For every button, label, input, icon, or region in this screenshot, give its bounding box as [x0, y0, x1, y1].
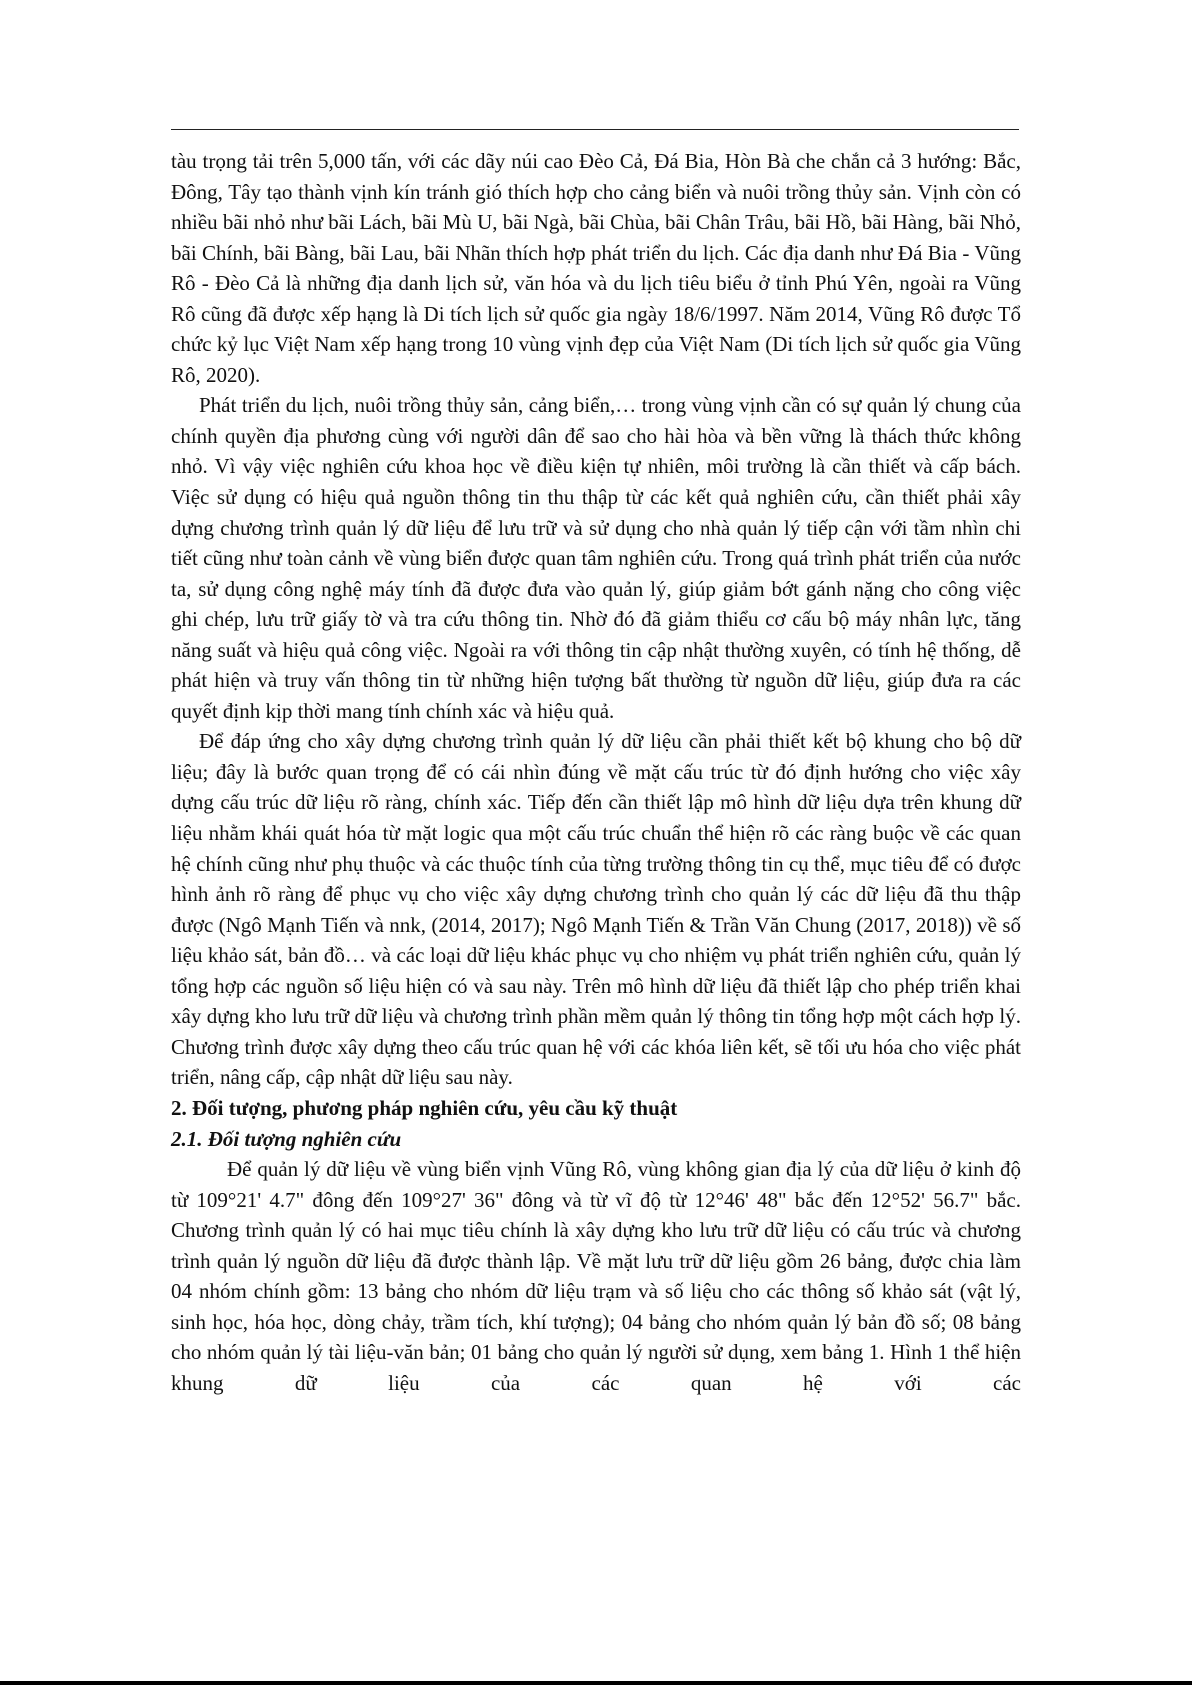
paragraph-continuation: tàu trọng tải trên 5,000 tấn, với các dãy núi cao Đèo Cả, Đá Bia, Hòn Bà che chắn cả 3 hướng: Bắc, Đông, Tây tạo thành vịnh kín tránh gió thích hợp cho cảng biển và nuôi trồng thủy sản. Vịnh còn có nhiều bãi nhỏ như bãi Lách, bãi Mù U, bãi Ngà, bãi Chùa, bãi Chân Trâu, bãi Hồ, bãi Hàng, bãi Nhỏ, bãi Chính, bãi Bàng, bãi Lau, bãi Nhãn thích hợp phát triển du lịch. Các địa danh như Đá Bia - Vũng Rô - Đèo Cả là những địa danh lịch sử, văn hóa và du lịch tiêu biểu ở tỉnh Phú Yên, ngoài ra Vũng Rô cũng đã được xếp hạng là Di tích lịch sử quốc gia ngày 18/6/1997. Năm 2014, Vũng Rô được Tổ chức kỷ lục Việt Nam xếp hạng trong 10 vùng vịnh đẹp của Việt Nam (Di tích lịch sử quốc gia Vũng Rô, 2020).	[171, 149, 1021, 387]
paragraph: Để quản lý dữ liệu về vùng biển vịnh Vũng Rô, vùng không gian địa lý của dữ liệu ở kinh độ từ 109°21' 4.7" đông đến 109°27' 36" đông và từ vĩ độ từ 12°46' 48" bắc đến 12°52' 56.7" bắc. Chương trình quản lý có hai mục tiêu chính là xây dựng kho lưu trữ dữ liệu có cấu trúc và chương trình quản lý nguồn dữ liệu đã được thành lập. Về mặt lưu trữ dữ liệu gồm 26 bảng, được chia làm 04 nhóm chính gồm: 13 bảng cho nhóm dữ liệu trạm và số liệu cho các thông số khảo sát (vật lý, sinh học, hóa học, dòng chảy, trầm tích, khí tượng); 04 bảng cho nhóm quản lý bản đồ số; 08 bảng cho nhóm quản lý tài liệu-văn bản; 01 bảng cho quản lý người sử dụng, xem bảng 1. Hình 1 thể hiện khung dữ liệu của các quan hệ với các	[171, 1157, 1021, 1395]
paragraph: Phát triển du lịch, nuôi trồng thủy sản, cảng biển,… trong vùng vịnh cần có sự quản lý chung của chính quyền địa phương cùng với người dân để sao cho hài hòa và bền vững là thách thức không nhỏ. Vì vậy việc nghiên cứu khoa học về điều kiện tự nhiên, môi trường là cần thiết và cấp bách. Việc sử dụng có hiệu quả nguồn thông tin thu thập từ các kết quả nghiên cứu, cần thiết phải xây dựng chương trình quản lý dữ liệu để lưu trữ và sử dụng cho nhà quản lý tiếp cận với tầm nhìn chi tiết cũng như toàn cảnh về vùng biển được quan tâm nghiên cứu. Trong quá trình phát triển của nước ta, sử dụng công nghệ máy tính đã được đưa vào quản lý, giúp giảm bớt gánh nặng cho công việc ghi chép, lưu trữ giấy tờ và tra cứu thông tin. Nhờ đó đã giảm thiểu cơ cấu bộ máy nhân lực, tăng năng suất và hiệu quả công việc. Ngoài ra với thông tin cập nhật thường xuyên, có tính hệ thống, dễ phát hiện và truy vấn thông tin từ những hiện tượng bất thường từ nguồn dữ liệu, giúp đưa ra các quyết định kịp thời mang tính chính xác và hiệu quả.	[171, 393, 1021, 723]
document-body	[171, 146, 1021, 1398]
section-heading: 2. Đối tượng, phương pháp nghiên cứu, yêu cầu kỹ thuật	[171, 1095, 678, 1120]
subsection-heading: 2.1. Đối tượng nghiên cứu	[171, 1126, 402, 1151]
header-rule	[171, 129, 1019, 130]
paragraph: Để đáp ứng cho xây dựng chương trình quản lý dữ liệu cần phải thiết kết bộ khung cho bộ dữ liệu; đây là bước quan trọng để có cái nhìn đúng về mặt cấu trúc từ đó định hướng cho việc xây dựng cấu trúc dữ liệu rõ ràng, chính xác. Tiếp đến cần thiết lập mô hình dữ liệu dựa trên khung dữ liệu nhằm khái quát hóa từ mặt logic qua một cấu trúc chuẩn thể hiện rõ các ràng buộc về các quan hệ chính cũng như phụ thuộc và các thuộc tính của từng trường thông tin cụ thể, mục tiêu để có được hình ảnh rõ ràng để phục vụ cho việc xây dựng chương trình cho quản lý các dữ liệu đã thu thập được (Ngô Mạnh Tiến và nnk, (2014, 2017); Ngô Mạnh Tiến & Trần Văn Chung (2017, 2018)) về số liệu khảo sát, bản đồ… và các loại dữ liệu khác phục vụ cho nhiệm vụ phát triển nghiên cứu, quản lý tổng hợp các nguồn số liệu hiện có và sau này. Trên mô hình dữ liệu đã thiết lập cho phép triển khai xây dựng kho lưu trữ dữ liệu và chương trình phần mềm quản lý thông tin tổng hợp một cách hợp lý. Chương trình được xây dựng theo cấu trúc quan hệ với các khóa liên kết, sẽ tối ưu hóa cho việc phát triển, nâng cấp, cập nhật dữ liệu sau này.	[171, 729, 1021, 1090]
page-bottom-edge	[0, 1681, 1192, 1685]
